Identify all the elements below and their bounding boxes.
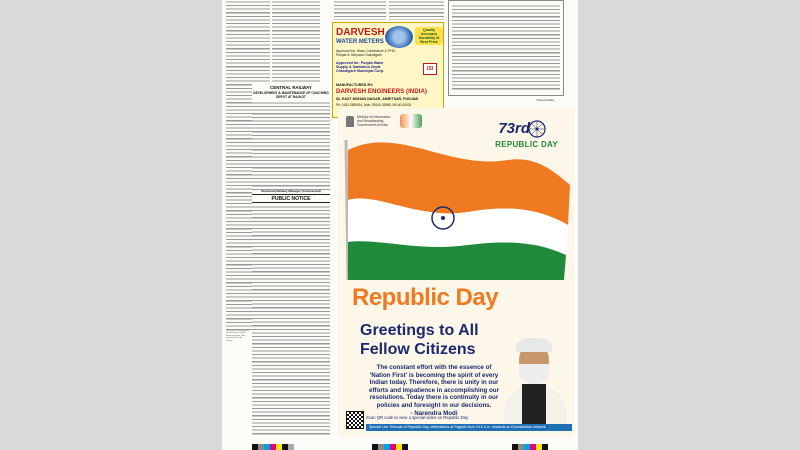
portrait-image	[502, 336, 568, 424]
darvesh-maker: DARVESH ENGINEERS (INDIA)	[336, 88, 427, 95]
darvesh-approved-for: Approved for: Punjab Water Supply & Sanitation Deptt. Chandigarh Municipal Corp.	[336, 61, 384, 74]
quote-line-2: 'Nation First' is becoming the spirit of every	[369, 371, 499, 379]
middle-article-column-2	[389, 0, 444, 20]
darvesh-badge: Quality Accuracy Durability at Best Price	[415, 27, 443, 45]
quote-author: - Narendra Modi	[410, 409, 458, 417]
anniversary-label: REPUBLIC DAY	[495, 140, 558, 149]
registration-strip-right	[512, 444, 548, 450]
quote-line-4: efforts and impatience in accomplishing our	[369, 386, 499, 394]
central-railway-signoff: Divisional Railway Manager (Commercial)	[261, 189, 321, 193]
middle-article-column	[334, 0, 386, 20]
registration-strip-left	[252, 444, 294, 450]
water-meter-image	[385, 26, 413, 48]
top-right-notice	[448, 0, 564, 96]
telecast-bar	[366, 424, 572, 431]
emblem-icon	[346, 116, 354, 127]
azadi-logo	[400, 114, 422, 128]
telecast-text: Special Live Telecast of Republic Day celebrations at Rajpath from 9:15 a.m. onwards on Doordarshan network	[369, 425, 546, 429]
quote-block	[364, 364, 504, 417]
republic-day-ad	[338, 108, 574, 438]
newspaper-page	[222, 0, 578, 450]
republic-day-heading: Republic Day	[352, 284, 499, 311]
registration-strip-mid	[372, 444, 408, 450]
greeting-line-2: Fellow Citizens	[360, 341, 476, 358]
quote-line-5: resolutions. Today there is continuity in our	[369, 394, 499, 402]
anniversary-number: 73rd	[498, 120, 530, 137]
darvesh-brand: DARVESH	[336, 27, 385, 38]
left-article-snippet: Sunil Kadu's working policy and many other works in favour of reforms. Their sanction letter in the civilian...	[226, 330, 249, 342]
darvesh-phone: Ph: 0183-2585916, Mob: 98140-33985, 98140-00024	[336, 103, 412, 107]
darvesh-product: WATER METERS	[336, 39, 384, 45]
waving-flag-image	[338, 130, 574, 280]
darvesh-water-meter-ad	[332, 22, 444, 118]
central-railway-subtitle: DEVELOPMENT & MAINTENANCE OF COACHING DEPOT AT RAJKOT	[253, 91, 329, 99]
quote-line-1: The constant effort with the essence of	[376, 364, 492, 371]
ministry-label: Ministry of Information and Broadcasting Government of India	[357, 115, 391, 127]
public-notice	[252, 194, 330, 438]
qr-code[interactable]	[346, 411, 364, 429]
darvesh-address: 66, EAST MOHAN NAGAR, AMRITSAR, PUNJAB	[336, 97, 418, 101]
darvesh-approvals: Approved by: Wasc Coimbatore & PHD, Punjab & Haryana Chandigarh	[336, 49, 396, 57]
central-railway-title: CENTRAL RAILWAY	[270, 85, 312, 90]
quote-line-3: Indian today. Therefore, there is unity in our	[369, 379, 499, 387]
darvesh-maker-label: MANUFACTURED BY:	[336, 83, 374, 87]
public-notice-title: PUBLIC NOTICE	[252, 194, 330, 203]
qr-caption: Scan QR code to view a special video on Republic Day	[366, 415, 469, 420]
greeting-line-1: Greetings to All	[360, 322, 479, 339]
quote-line-6: policies and foresight in our decisions.	[376, 401, 492, 409]
isi-mark: ISI	[423, 63, 437, 75]
central-railway-notice	[252, 84, 330, 194]
footer-tag: Vikas Patrika	[536, 98, 555, 102]
